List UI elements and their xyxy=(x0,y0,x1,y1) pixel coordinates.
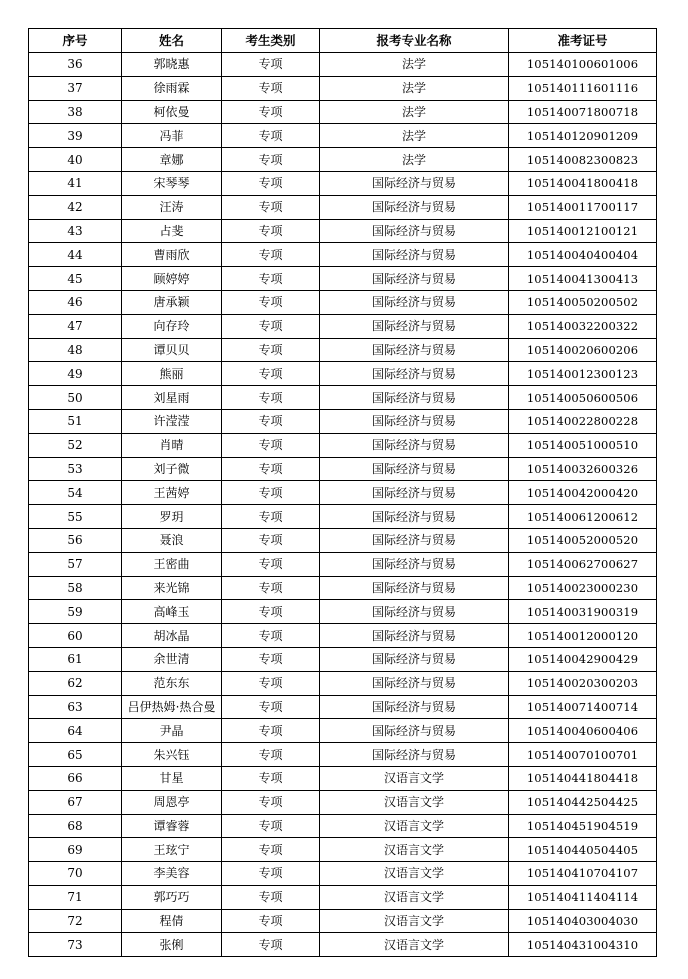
cell-name: 胡冰晶 xyxy=(122,624,222,648)
cell-major: 国际经济与贸易 xyxy=(320,195,509,219)
cell-index: 51 xyxy=(29,409,122,433)
cell-category: 专项 xyxy=(222,909,320,933)
cell-index: 45 xyxy=(29,267,122,291)
cell-name: 朱兴钰 xyxy=(122,743,222,767)
cell-exam-id: 105140100601006 xyxy=(509,53,657,77)
table-row xyxy=(29,695,657,719)
cell-name: 汪涛 xyxy=(122,195,222,219)
cell-exam-id: 105140070100701 xyxy=(509,743,657,767)
table-row xyxy=(29,457,657,481)
table-row xyxy=(29,552,657,576)
cell-category: 专项 xyxy=(222,267,320,291)
table-row xyxy=(29,766,657,790)
header-category: 考生类别 xyxy=(222,29,320,53)
table-row xyxy=(29,790,657,814)
table-row xyxy=(29,290,657,314)
cell-category: 专项 xyxy=(222,743,320,767)
cell-category: 专项 xyxy=(222,124,320,148)
cell-exam-id: 105140022800228 xyxy=(509,409,657,433)
cell-name: 高峰玉 xyxy=(122,600,222,624)
cell-major: 国际经济与贸易 xyxy=(320,600,509,624)
cell-category: 专项 xyxy=(222,409,320,433)
cell-category: 专项 xyxy=(222,576,320,600)
cell-category: 专项 xyxy=(222,671,320,695)
cell-index: 38 xyxy=(29,100,122,124)
cell-index: 43 xyxy=(29,219,122,243)
cell-index: 69 xyxy=(29,838,122,862)
cell-category: 专项 xyxy=(222,862,320,886)
cell-index: 65 xyxy=(29,743,122,767)
table-row xyxy=(29,576,657,600)
cell-category: 专项 xyxy=(222,148,320,172)
cell-major: 国际经济与贸易 xyxy=(320,695,509,719)
table-row xyxy=(29,885,657,909)
table-row xyxy=(29,743,657,767)
cell-category: 专项 xyxy=(222,814,320,838)
cell-name: 刘星雨 xyxy=(122,386,222,410)
cell-name: 谭贝贝 xyxy=(122,338,222,362)
cell-name: 徐雨霖 xyxy=(122,76,222,100)
cell-major: 国际经济与贸易 xyxy=(320,624,509,648)
cell-index: 48 xyxy=(29,338,122,362)
table-row xyxy=(29,814,657,838)
cell-major: 法学 xyxy=(320,148,509,172)
cell-category: 专项 xyxy=(222,457,320,481)
cell-index: 60 xyxy=(29,624,122,648)
cell-name: 张俐 xyxy=(122,933,222,957)
cell-name: 柯依曼 xyxy=(122,100,222,124)
cell-major: 国际经济与贸易 xyxy=(320,743,509,767)
admission-table xyxy=(28,28,657,957)
table-row xyxy=(29,267,657,291)
cell-name: 王玹宁 xyxy=(122,838,222,862)
cell-index: 64 xyxy=(29,719,122,743)
cell-exam-id: 105140041800418 xyxy=(509,171,657,195)
table-row xyxy=(29,314,657,338)
cell-major: 法学 xyxy=(320,100,509,124)
cell-major: 国际经济与贸易 xyxy=(320,671,509,695)
cell-exam-id: 105140040400404 xyxy=(509,243,657,267)
cell-index: 61 xyxy=(29,647,122,671)
cell-exam-id: 105140431004310 xyxy=(509,933,657,957)
cell-category: 专项 xyxy=(222,338,320,362)
cell-exam-id: 105140403004030 xyxy=(509,909,657,933)
cell-index: 40 xyxy=(29,148,122,172)
cell-name: 李美容 xyxy=(122,862,222,886)
cell-name: 余世清 xyxy=(122,647,222,671)
cell-major: 国际经济与贸易 xyxy=(320,481,509,505)
cell-exam-id: 105140032600326 xyxy=(509,457,657,481)
table-row xyxy=(29,838,657,862)
cell-category: 专项 xyxy=(222,885,320,909)
cell-major: 国际经济与贸易 xyxy=(320,171,509,195)
cell-exam-id: 105140062700627 xyxy=(509,552,657,576)
cell-exam-id: 105140050600506 xyxy=(509,386,657,410)
cell-major: 国际经济与贸易 xyxy=(320,219,509,243)
cell-category: 专项 xyxy=(222,243,320,267)
cell-index: 36 xyxy=(29,53,122,77)
cell-name: 向存玲 xyxy=(122,314,222,338)
cell-name: 罗玥 xyxy=(122,505,222,529)
cell-category: 专项 xyxy=(222,76,320,100)
cell-index: 62 xyxy=(29,671,122,695)
cell-index: 52 xyxy=(29,433,122,457)
cell-index: 39 xyxy=(29,124,122,148)
table-row xyxy=(29,933,657,957)
cell-exam-id: 105140442504425 xyxy=(509,790,657,814)
table-row xyxy=(29,76,657,100)
cell-name: 刘子微 xyxy=(122,457,222,481)
cell-name: 尹晶 xyxy=(122,719,222,743)
table-row xyxy=(29,624,657,648)
table-row xyxy=(29,862,657,886)
cell-name: 曹雨欣 xyxy=(122,243,222,267)
table-row xyxy=(29,481,657,505)
cell-name: 吕伊热姆·热合曼 xyxy=(122,695,222,719)
table-row xyxy=(29,909,657,933)
cell-major: 国际经济与贸易 xyxy=(320,386,509,410)
cell-major: 汉语言文学 xyxy=(320,790,509,814)
cell-exam-id: 105140410704107 xyxy=(509,862,657,886)
cell-name: 聂浪 xyxy=(122,528,222,552)
cell-major: 国际经济与贸易 xyxy=(320,409,509,433)
cell-index: 70 xyxy=(29,862,122,886)
cell-exam-id: 105140042000420 xyxy=(509,481,657,505)
cell-exam-id: 105140082300823 xyxy=(509,148,657,172)
cell-exam-id: 105140051000510 xyxy=(509,433,657,457)
cell-exam-id: 105140020600206 xyxy=(509,338,657,362)
header-major: 报考专业名称 xyxy=(320,29,509,53)
cell-index: 44 xyxy=(29,243,122,267)
table-row xyxy=(29,148,657,172)
table-row xyxy=(29,719,657,743)
cell-major: 汉语言文学 xyxy=(320,909,509,933)
cell-name: 肖晴 xyxy=(122,433,222,457)
cell-category: 专项 xyxy=(222,505,320,529)
cell-major: 国际经济与贸易 xyxy=(320,267,509,291)
cell-index: 68 xyxy=(29,814,122,838)
cell-major: 法学 xyxy=(320,124,509,148)
table-row xyxy=(29,53,657,77)
cell-exam-id: 105140071400714 xyxy=(509,695,657,719)
cell-category: 专项 xyxy=(222,624,320,648)
cell-category: 专项 xyxy=(222,719,320,743)
cell-name: 王密曲 xyxy=(122,552,222,576)
cell-category: 专项 xyxy=(222,433,320,457)
table-row xyxy=(29,505,657,529)
cell-name: 来光锦 xyxy=(122,576,222,600)
cell-category: 专项 xyxy=(222,386,320,410)
cell-major: 法学 xyxy=(320,76,509,100)
cell-major: 汉语言文学 xyxy=(320,814,509,838)
cell-major: 国际经济与贸易 xyxy=(320,457,509,481)
cell-index: 71 xyxy=(29,885,122,909)
cell-category: 专项 xyxy=(222,695,320,719)
cell-name: 唐承颖 xyxy=(122,290,222,314)
cell-name: 占斐 xyxy=(122,219,222,243)
cell-category: 专项 xyxy=(222,219,320,243)
cell-name: 郭巧巧 xyxy=(122,885,222,909)
cell-index: 37 xyxy=(29,76,122,100)
table-row xyxy=(29,409,657,433)
cell-name: 郭晓惠 xyxy=(122,53,222,77)
cell-exam-id: 105140061200612 xyxy=(509,505,657,529)
cell-category: 专项 xyxy=(222,552,320,576)
table-row xyxy=(29,195,657,219)
table-row xyxy=(29,124,657,148)
header-name: 姓名 xyxy=(122,29,222,53)
cell-exam-id: 105140041300413 xyxy=(509,267,657,291)
cell-category: 专项 xyxy=(222,647,320,671)
cell-category: 专项 xyxy=(222,53,320,77)
cell-category: 专项 xyxy=(222,171,320,195)
cell-exam-id: 105140032200322 xyxy=(509,314,657,338)
table-row xyxy=(29,671,657,695)
cell-major: 汉语言文学 xyxy=(320,862,509,886)
cell-index: 56 xyxy=(29,528,122,552)
header-index: 序号 xyxy=(29,29,122,53)
table-row xyxy=(29,338,657,362)
table-row xyxy=(29,528,657,552)
cell-category: 专项 xyxy=(222,933,320,957)
cell-index: 47 xyxy=(29,314,122,338)
cell-exam-id: 105140071800718 xyxy=(509,100,657,124)
cell-exam-id: 105140441804418 xyxy=(509,766,657,790)
cell-index: 63 xyxy=(29,695,122,719)
cell-major: 国际经济与贸易 xyxy=(320,576,509,600)
cell-exam-id: 105140020300203 xyxy=(509,671,657,695)
table-body xyxy=(29,53,657,957)
table-row xyxy=(29,386,657,410)
cell-major: 国际经济与贸易 xyxy=(320,552,509,576)
cell-exam-id: 105140031900319 xyxy=(509,600,657,624)
cell-name: 甘星 xyxy=(122,766,222,790)
cell-major: 汉语言文学 xyxy=(320,766,509,790)
cell-major: 国际经济与贸易 xyxy=(320,647,509,671)
table-row xyxy=(29,219,657,243)
cell-major: 法学 xyxy=(320,53,509,77)
cell-index: 57 xyxy=(29,552,122,576)
cell-category: 专项 xyxy=(222,528,320,552)
cell-name: 宋琴琴 xyxy=(122,171,222,195)
cell-major: 国际经济与贸易 xyxy=(320,338,509,362)
cell-index: 42 xyxy=(29,195,122,219)
cell-exam-id: 105140052000520 xyxy=(509,528,657,552)
cell-major: 国际经济与贸易 xyxy=(320,719,509,743)
table-row xyxy=(29,171,657,195)
cell-exam-id: 105140111601116 xyxy=(509,76,657,100)
cell-index: 53 xyxy=(29,457,122,481)
cell-exam-id: 105140120901209 xyxy=(509,124,657,148)
cell-major: 国际经济与贸易 xyxy=(320,528,509,552)
cell-major: 汉语言文学 xyxy=(320,885,509,909)
cell-major: 国际经济与贸易 xyxy=(320,290,509,314)
cell-index: 54 xyxy=(29,481,122,505)
cell-category: 专项 xyxy=(222,838,320,862)
cell-exam-id: 105140040600406 xyxy=(509,719,657,743)
cell-index: 67 xyxy=(29,790,122,814)
cell-exam-id: 105140023000230 xyxy=(509,576,657,600)
cell-exam-id: 105140451904519 xyxy=(509,814,657,838)
cell-exam-id: 105140011700117 xyxy=(509,195,657,219)
cell-name: 许滢滢 xyxy=(122,409,222,433)
cell-major: 国际经济与贸易 xyxy=(320,433,509,457)
header-row xyxy=(29,29,657,53)
cell-category: 专项 xyxy=(222,481,320,505)
cell-name: 章娜 xyxy=(122,148,222,172)
cell-exam-id: 105140012100121 xyxy=(509,219,657,243)
cell-category: 专项 xyxy=(222,314,320,338)
table-row xyxy=(29,600,657,624)
cell-exam-id: 105140042900429 xyxy=(509,647,657,671)
cell-index: 41 xyxy=(29,171,122,195)
cell-index: 72 xyxy=(29,909,122,933)
cell-name: 王茜婷 xyxy=(122,481,222,505)
cell-category: 专项 xyxy=(222,790,320,814)
cell-major: 国际经济与贸易 xyxy=(320,243,509,267)
cell-category: 专项 xyxy=(222,100,320,124)
cell-major: 汉语言文学 xyxy=(320,838,509,862)
cell-major: 国际经济与贸易 xyxy=(320,314,509,338)
cell-exam-id: 105140440504405 xyxy=(509,838,657,862)
cell-index: 49 xyxy=(29,362,122,386)
table-row xyxy=(29,433,657,457)
cell-category: 专项 xyxy=(222,362,320,386)
table-row xyxy=(29,362,657,386)
cell-exam-id: 105140012300123 xyxy=(509,362,657,386)
cell-exam-id: 105140411404114 xyxy=(509,885,657,909)
cell-name: 周恩亭 xyxy=(122,790,222,814)
table-row xyxy=(29,100,657,124)
cell-index: 46 xyxy=(29,290,122,314)
cell-index: 50 xyxy=(29,386,122,410)
admission-list-sheet xyxy=(28,28,657,957)
cell-name: 冯菲 xyxy=(122,124,222,148)
cell-index: 66 xyxy=(29,766,122,790)
cell-name: 程倩 xyxy=(122,909,222,933)
cell-exam-id: 105140012000120 xyxy=(509,624,657,648)
cell-exam-id: 105140050200502 xyxy=(509,290,657,314)
cell-major: 国际经济与贸易 xyxy=(320,505,509,529)
cell-name: 范东东 xyxy=(122,671,222,695)
cell-index: 73 xyxy=(29,933,122,957)
cell-index: 55 xyxy=(29,505,122,529)
cell-category: 专项 xyxy=(222,195,320,219)
cell-major: 国际经济与贸易 xyxy=(320,362,509,386)
header-exam-id: 准考证号 xyxy=(509,29,657,53)
cell-name: 顾婷婷 xyxy=(122,267,222,291)
cell-category: 专项 xyxy=(222,766,320,790)
cell-name: 熊丽 xyxy=(122,362,222,386)
cell-major: 汉语言文学 xyxy=(320,933,509,957)
cell-name: 谭睿蓉 xyxy=(122,814,222,838)
cell-category: 专项 xyxy=(222,290,320,314)
cell-category: 专项 xyxy=(222,600,320,624)
cell-index: 58 xyxy=(29,576,122,600)
table-row xyxy=(29,243,657,267)
cell-index: 59 xyxy=(29,600,122,624)
table-row xyxy=(29,647,657,671)
